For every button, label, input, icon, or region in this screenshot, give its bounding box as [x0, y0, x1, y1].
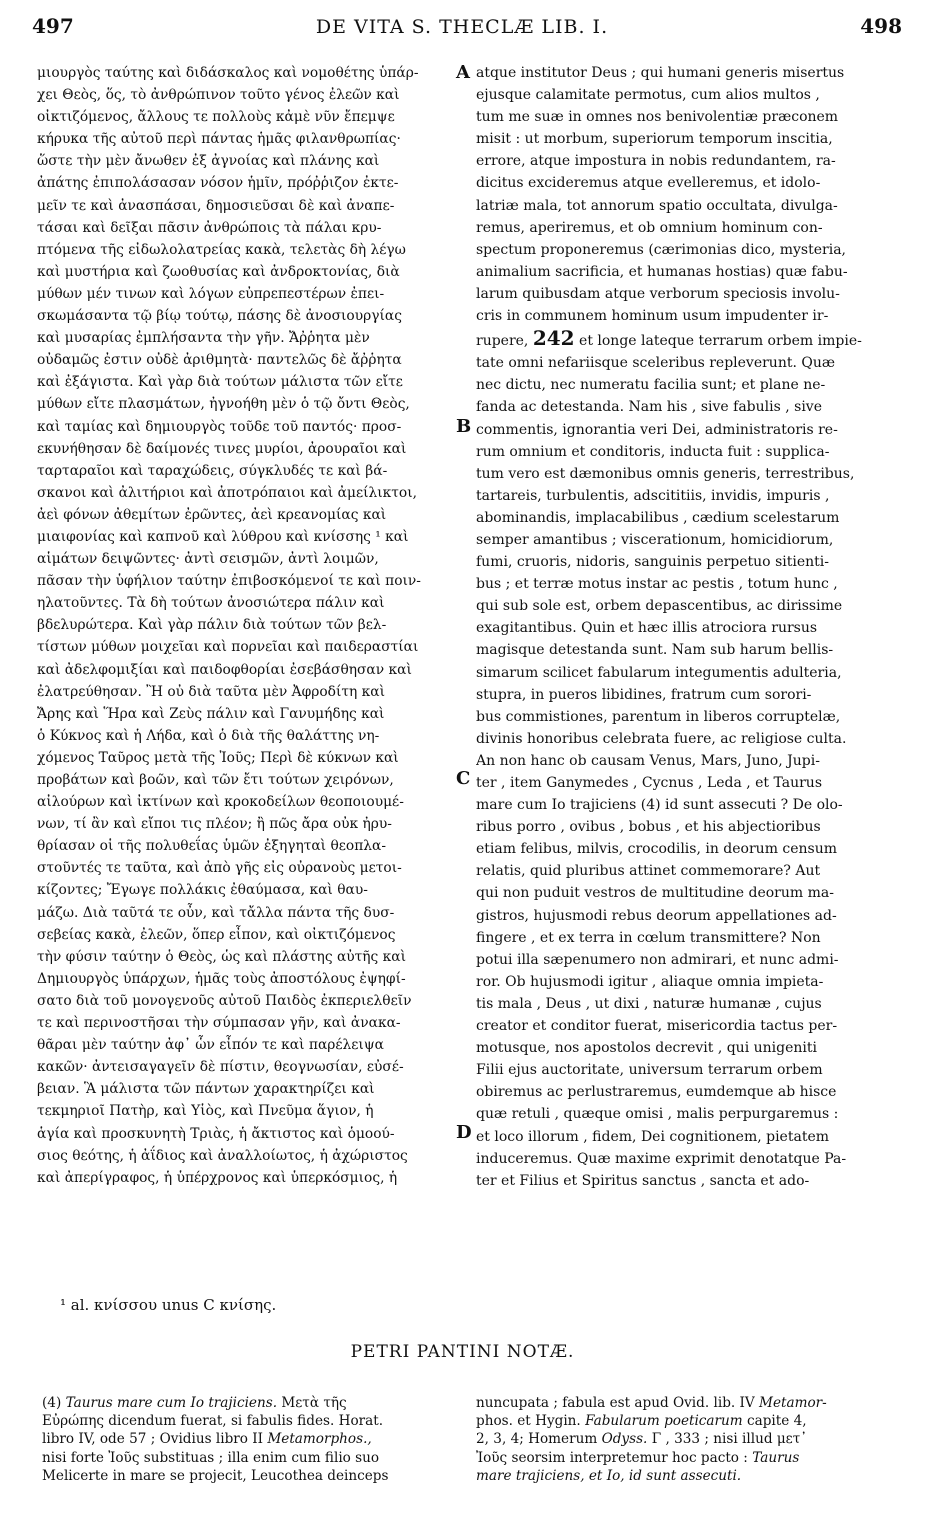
greek-line: σιος θεότης, ἡ ἀΐδιος καὶ ἀναλλοίωτος, ἡ ἀχώριστος [37, 1147, 408, 1164]
greek-line: μεῖν τε καὶ ἀνασπάσαι, δημοσιεῦσαι δὲ καὶ ἀναπε- [37, 197, 395, 214]
variant-reading-footnote: ¹ al. κνίσσου unus C κνίσης. [60, 1296, 277, 1314]
latin-line: exagitantibus. Quin et hæc illis atrociora rursus [476, 620, 818, 637]
greek-line: ηλατοῦντες. Τὰ δὴ τούτων ἀνοσιώτερα πάλιν καὶ [37, 595, 385, 612]
latin-line: qui non puduit vestros de multitudine deorum ma- [476, 885, 834, 902]
note-label: (4) [42, 1395, 62, 1411]
greek-line: ἀπάτης ἐπιπολάσασαν νόσον ἡμῖν, πρόῤῥιζον ἐκτε- [37, 175, 399, 192]
greek-line: κίζοντες; Ἔγωγε πολλάκις ἐθαύμασα, καὶ θαυ- [37, 882, 368, 899]
greek-text-column [37, 62, 457, 1189]
greek-line: μιαιφονίας καὶ καπνοῦ καὶ λύθρου καὶ κνίσσης ¹ καὶ [37, 528, 409, 545]
greek-line: πτόμενα τῆς εἰδωλολατρείας κακὰ, τελετὰς δὴ λέγω [37, 241, 406, 258]
greek-line: σκανοι καὶ ἀλιτήριοι καὶ ἀποτρόπαιοι καὶ ἀμείλικτοι, [37, 484, 418, 501]
greek-line: θᾶραι μὲν ταύτην ἀφ᾽ ὧν εἶπόν τε καὶ παρέλειψα [37, 1037, 384, 1054]
greek-line: τίστων μύθων μοιχεῖαι καὶ πορνεῖαι καὶ παιδεραστίαι [37, 639, 419, 656]
greek-line: ἐλατρεύθησαν. Ἢ οὐ διὰ ταῦτα μὲν Ἀφροδίτη καὶ [37, 683, 386, 700]
latin-line: quæ retuli , quæque omisi , malis perpurgaremus : [476, 1106, 839, 1123]
latin-line: tate omni nefariisque sceleribus repleverunt. Quæ [476, 355, 836, 372]
margin-marker-d: D [456, 1122, 472, 1143]
greek-line: σατο διὰ τοῦ μονογενοῦς αὐτοῦ Παιδὸς ἐκπεριελθεῖν [37, 992, 412, 1009]
page-number-right: 498 [860, 14, 902, 38]
greek-line: αἱμάτων δειψῶντες· ἀντὶ σεισμῶν, ἀντὶ λοιμῶν, [37, 551, 379, 568]
latin-line: divinis honoribus celebrata fuere, ac religiose culta. [476, 730, 847, 747]
latin-line: commentis, ignorantia veri Dei, administratoris re- [476, 421, 838, 438]
latin-line: larum quibusdam atque verborum speciosis involu- [476, 285, 840, 302]
latin-line: ter et Filius et Spiritus sanctus , sancta et ado- [476, 1172, 810, 1189]
greek-line: βδελυρώτερα. Καὶ γὰρ πάλιν διὰ τούτων τῶν βελ- [37, 617, 387, 634]
greek-line: τεκμηριοῖ Πατὴρ, καὶ Υἱὸς, καὶ Πνεῦμα ἅγιον, ἡ [37, 1103, 374, 1120]
greek-line: πᾶσαν τὴν ὑφήλιον ταύτην ἐπιβοσκόμενοί τε καὶ ποιν- [37, 573, 421, 590]
greek-line: καὶ μυστήρια καὶ ζωοθυσίας καὶ ἀνδροκτονίας, διὰ [37, 263, 400, 280]
latin-line: etiam felibus, milvis, crocodilis, in deorum censum [476, 841, 838, 858]
note-right-column: nuncupata ; fabula est apud Ovid. lib. IV Metamor- phos. et Hygin. Fabularum poeticarum capite 4, 2, 3, 4; Homerum Odyss. Γ , 333 ; nisi illud μετ᾽ Ἰοῦς seorsim interpretemur hoc pacto : Taurus mare trajiciens, et Io, id sunt assecuti. [476, 1395, 827, 1484]
latin-line: qui sub sole est, orbem depascentibus, ac dirissime [476, 598, 843, 615]
greek-line: χόμενος Ταῦρος μετὰ τῆς Ἰοῦς; Περὶ δὲ κύκνων καὶ [37, 749, 399, 766]
latin-line: latriæ mala, tot annorum spatio occultata, divulga- [476, 197, 838, 214]
greek-line: Ἄρης καὶ Ἥρα καὶ Ζεὺς πάλιν καὶ Γανυμήδης καὶ [37, 705, 385, 722]
latin-line-242: rupere, 242 et longe lateque terrarum orbem impie- [476, 327, 862, 351]
greek-line: καὶ ἀδελφομιξίαι καὶ παιδοφθορίαι ἐσεβάσθησαν καὶ [37, 661, 412, 678]
greek-line: νων, τί ἂν καὶ εἴποι τις πλέον; ἢ πῶς ἄρα οὐκ ἠρυ- [37, 816, 392, 833]
latin-line: simarum scilicet fabularum integumentis adulteria, [476, 664, 842, 681]
latin-line: ribus porro , ovibus , bobus , et his abjectioribus [476, 819, 821, 836]
greek-line: ὁ Κύκνος καὶ ἡ Λήδα, καὶ ὁ διὰ τῆς θαλάττης νη- [37, 727, 380, 744]
latin-line: abominandis, implacabilibus , cædium scelestarum [476, 509, 840, 526]
latin-line: relatis, quid pluribus attinet commemorare? Aut [476, 863, 821, 880]
latin-line: bus commistiones, parentum in liberos corruptelæ, [476, 708, 841, 725]
greek-line: Δημιουργὸς ὑπάρχων, ἡμᾶς τοὺς ἀποστόλους ἐψηφί- [37, 970, 406, 987]
latin-line: mare cum Io trajiciens (4) id sunt assecuti ? De olo- [476, 797, 843, 814]
latin-line: tum vero est dæmonibus omnis generis, terrestribus, [476, 465, 855, 482]
greek-line: κήρυκα τῆς αὐτοῦ περὶ πάντας ἡμᾶς φιλανθρωπίας· [37, 131, 401, 148]
greek-line: μύθων εἴτε πλασμάτων, ἠγνοήθη μὲν ὁ τῷ ὄντι Θεὸς, [37, 396, 410, 413]
margin-marker-b: B [456, 416, 472, 437]
greek-line: τάσαι καὶ δεῖξαι πᾶσιν ἀνθρώποις τὰ πάλαι κρυ- [37, 219, 382, 236]
latin-line: ter , item Ganymedes , Cycnus , Leda , et Taurus [476, 775, 823, 791]
greek-line: θρίασαν οἱ τῆς πολυθεΐας ὑμῶν ἐξηγηταὶ θεοπλα- [37, 838, 387, 855]
greek-line: καὶ ἐξάγιστα. Καὶ γὰρ διὰ τούτων μάλιστα τῶν εἴτε [37, 374, 403, 391]
latin-line: gistros, hujusmodi rebus deorum appellationes ad- [476, 907, 837, 924]
greek-line: ἀεὶ φόνων ἀθεμίτων ἐρῶντες, ἀεὶ κρεανομίας καὶ [37, 506, 387, 523]
latin-line: cris in communem hominum usum impudenter ir- [476, 308, 829, 325]
latin-line: errore, atque impostura in nobis redundantem, ra- [476, 153, 836, 170]
latin-line: magisque detestanda sunt. Nam sub harum bellis- [476, 642, 834, 659]
latin-line: atque institutor Deus ; qui humani generis misertus [476, 65, 845, 81]
latin-line: induceremus. Quæ maxime exprimit denotatque Pa- [476, 1150, 847, 1167]
greek-line: σκωμάσαντα τῷ βίῳ τούτῳ, πάσης δὲ ἀνοσιουργίας [37, 308, 402, 325]
latin-line: tartareis, turbulentis, adscititiis, invidis, impuris , [476, 487, 830, 504]
margin-marker-a: A [456, 62, 470, 83]
greek-line: καὶ ταμίας καὶ δημιουργὸς τοῦδε τοῦ παντός· προσ- [37, 418, 402, 435]
note-lemma: Taurus mare cum Io trajiciens. [65, 1395, 278, 1411]
greek-line: τε καὶ περινοστῆσαι τὴν σύμπασαν γῆν, καὶ ἀνακα- [37, 1015, 401, 1032]
latin-line: motusque, nos apostolos decrevit , qui unigeniti [476, 1040, 817, 1057]
latin-line: An non hanc ob causam Venus, Mars, Juno, Jupi- [476, 752, 820, 769]
note-left-column: (4) Taurus mare cum Io trajiciens. Μετὰ τῆς Εὐρώπης dicendum fuerat, si fabulis fides. Horat. libro IV, ode 57 ; Ovidius libro II Metamorphos., nisi forte Ἰοῦς substituas ; illa enim cum filio suo Melicerte in mare se projecit, Leucothea deinceps [42, 1395, 389, 1484]
latin-line: rum omnium et conditoris, inducta fuit : supplica- [476, 443, 830, 460]
greek-line: ταρταραῖοι καὶ ταραχώδεις, σύγκλυδές τε καὶ βά- [37, 462, 388, 479]
latin-line: nec dictu, nec numeratu facilia sunt; et plane ne- [476, 377, 826, 394]
greek-line: μύθων μέν τινων καὶ λόγων εὐπρεπεστέρων ἐπει- [37, 285, 385, 302]
greek-line: στοῦντές τε ταῦτα, καὶ ἀπὸ γῆς εἰς οὐρανοὺς μετοι- [37, 860, 402, 877]
greek-line: μάζω. Διὰ ταῦτά τε οὖν, καὶ τἄλλα πάντα τῆς δυσ- [37, 904, 395, 921]
latin-line: Filii ejus auctoritate, universum terrarum orbem [476, 1062, 823, 1079]
greek-line: οὐδαμῶς ἐστιν οὐδὲ ἀριθμητὰ· παντελῶς δὲ ἄῤῥητα [37, 352, 402, 369]
latin-line: misit : ut morbum, superiorum temporum inscitia, [476, 131, 833, 148]
latin-line: ror. Ob hujusmodi igitur , aliaque omnia impieta- [476, 973, 824, 990]
latin-line: bus ; et terræ motus instar ac pestis , totum hunc , [476, 576, 838, 593]
column-number-242: 242 [532, 327, 575, 351]
greek-line: προβάτων καὶ βοῶν, καὶ τῶν ἔτι τούτων χειρόνων, [37, 772, 394, 788]
latin-line: obiremus ac perlustraremus, eumdemque ab hisce [476, 1084, 837, 1101]
latin-line: creator et conditor fuerat, misericordia tactus per- [476, 1018, 838, 1035]
latin-text-column [476, 62, 888, 1192]
greek-line: ἁγία καὶ προσκυνητὴ Τριὰς, ἡ ἄκτιστος καὶ ὁμοού- [37, 1125, 395, 1142]
page-number-left: 497 [32, 14, 74, 38]
latin-line: tis mala , Deus , ut dixi , naturæ humanæ , cujus [476, 995, 822, 1012]
greek-line: κακῶν· ἀντεισαγαγεῖν δὲ πίστιν, θεογνωσίαν, εὐσέ- [37, 1059, 404, 1076]
greek-line: αἰλούρων καὶ ἰκτίνων καὶ κροκοδείλων θεοποιουμέ- [37, 794, 404, 811]
greek-line: οἰκτιζόμενος, ἄλλους τε πολλοὺς κἀμὲ νῦν ἔπεμψε [37, 109, 395, 126]
greek-line: καὶ ἀπερίγραφος, ἡ ὑπέρχρονος καὶ ὑπερκόσμιος, ἡ [37, 1169, 398, 1186]
greek-line: σεβείας κακὰ, ἐλεῶν, ὅπερ εἶπον, καὶ οἰκτιζόμενος [37, 926, 396, 943]
latin-line: animalium sacrificia, et humanas hostias) quæ fabu- [476, 263, 848, 280]
greek-line: βειαν. Ἃ μάλιστα τῶν πάντων χαρακτηρίζει καὶ [37, 1081, 375, 1098]
greek-line: ὥστε τὴν μὲν ἄνωθεν ἐξ ἀγνοίας καὶ πλάνης καὶ [37, 153, 380, 170]
latin-line: spectum proponeremus (cærimonias dico, mysteria, [476, 241, 846, 258]
latin-line: et loco illorum , fidem, Dei cognitionem, pietatem [476, 1128, 830, 1145]
latin-line: fingere , et ex terra in cœlum transmittere? Non [476, 929, 821, 946]
latin-line: fanda ac detestanda. Nam his , sive fabulis , sive [476, 399, 822, 416]
running-header [22, 14, 902, 46]
margin-marker-c: C [456, 768, 471, 789]
latin-line: potui illa sæpenumero non admirari, et nunc admi- [476, 951, 839, 968]
greek-line: καὶ μυσαρίας ἐμπλήσαντα τὴν γῆν. Ἄῤῥητα μὲν [37, 330, 370, 347]
greek-line: εκυνήθησαν δὲ δαίμονές τινες μυρίοι, ἀρουραῖοι καὶ [37, 440, 407, 457]
greek-line: τὴν φύσιν ταύτην ὁ Θεὸς, ὡς καὶ πλάστης αὐτῆς καὶ [37, 948, 407, 965]
running-title: DE VITA S. THECLÆ LIB. I. [315, 16, 609, 38]
latin-line: semper amantibus ; viscerationum, homicidiorum, [476, 531, 834, 548]
greek-line: χει Θεὸς, ὅς, τὸ ἀνθρώπινον τοῦτο γένος ἐλεῶν καὶ [37, 87, 400, 104]
greek-line: μιουργὸς ταύτης καὶ διδάσκαλος καὶ νομοθέτης ὑπάρ- [37, 65, 419, 81]
latin-line: dicitus excideremus atque evelleremus, et idolo- [476, 175, 821, 192]
latin-line: tum me suæ in omnes nos benivolentiæ præconem [476, 109, 839, 126]
latin-line: ejusque calamitate permotus, cum alios multos , [476, 87, 820, 104]
latin-line: remus, aperiremus, et ob omnium hominum con- [476, 219, 823, 236]
notes-title: PETRI PANTINI NOTÆ. [350, 1342, 575, 1362]
latin-line: fumi, cruoris, nidoris, sanguinis perpetuo sitienti- [476, 554, 829, 571]
latin-line: stupra, in pueros libidines, fratrum cum sorori- [476, 686, 812, 703]
